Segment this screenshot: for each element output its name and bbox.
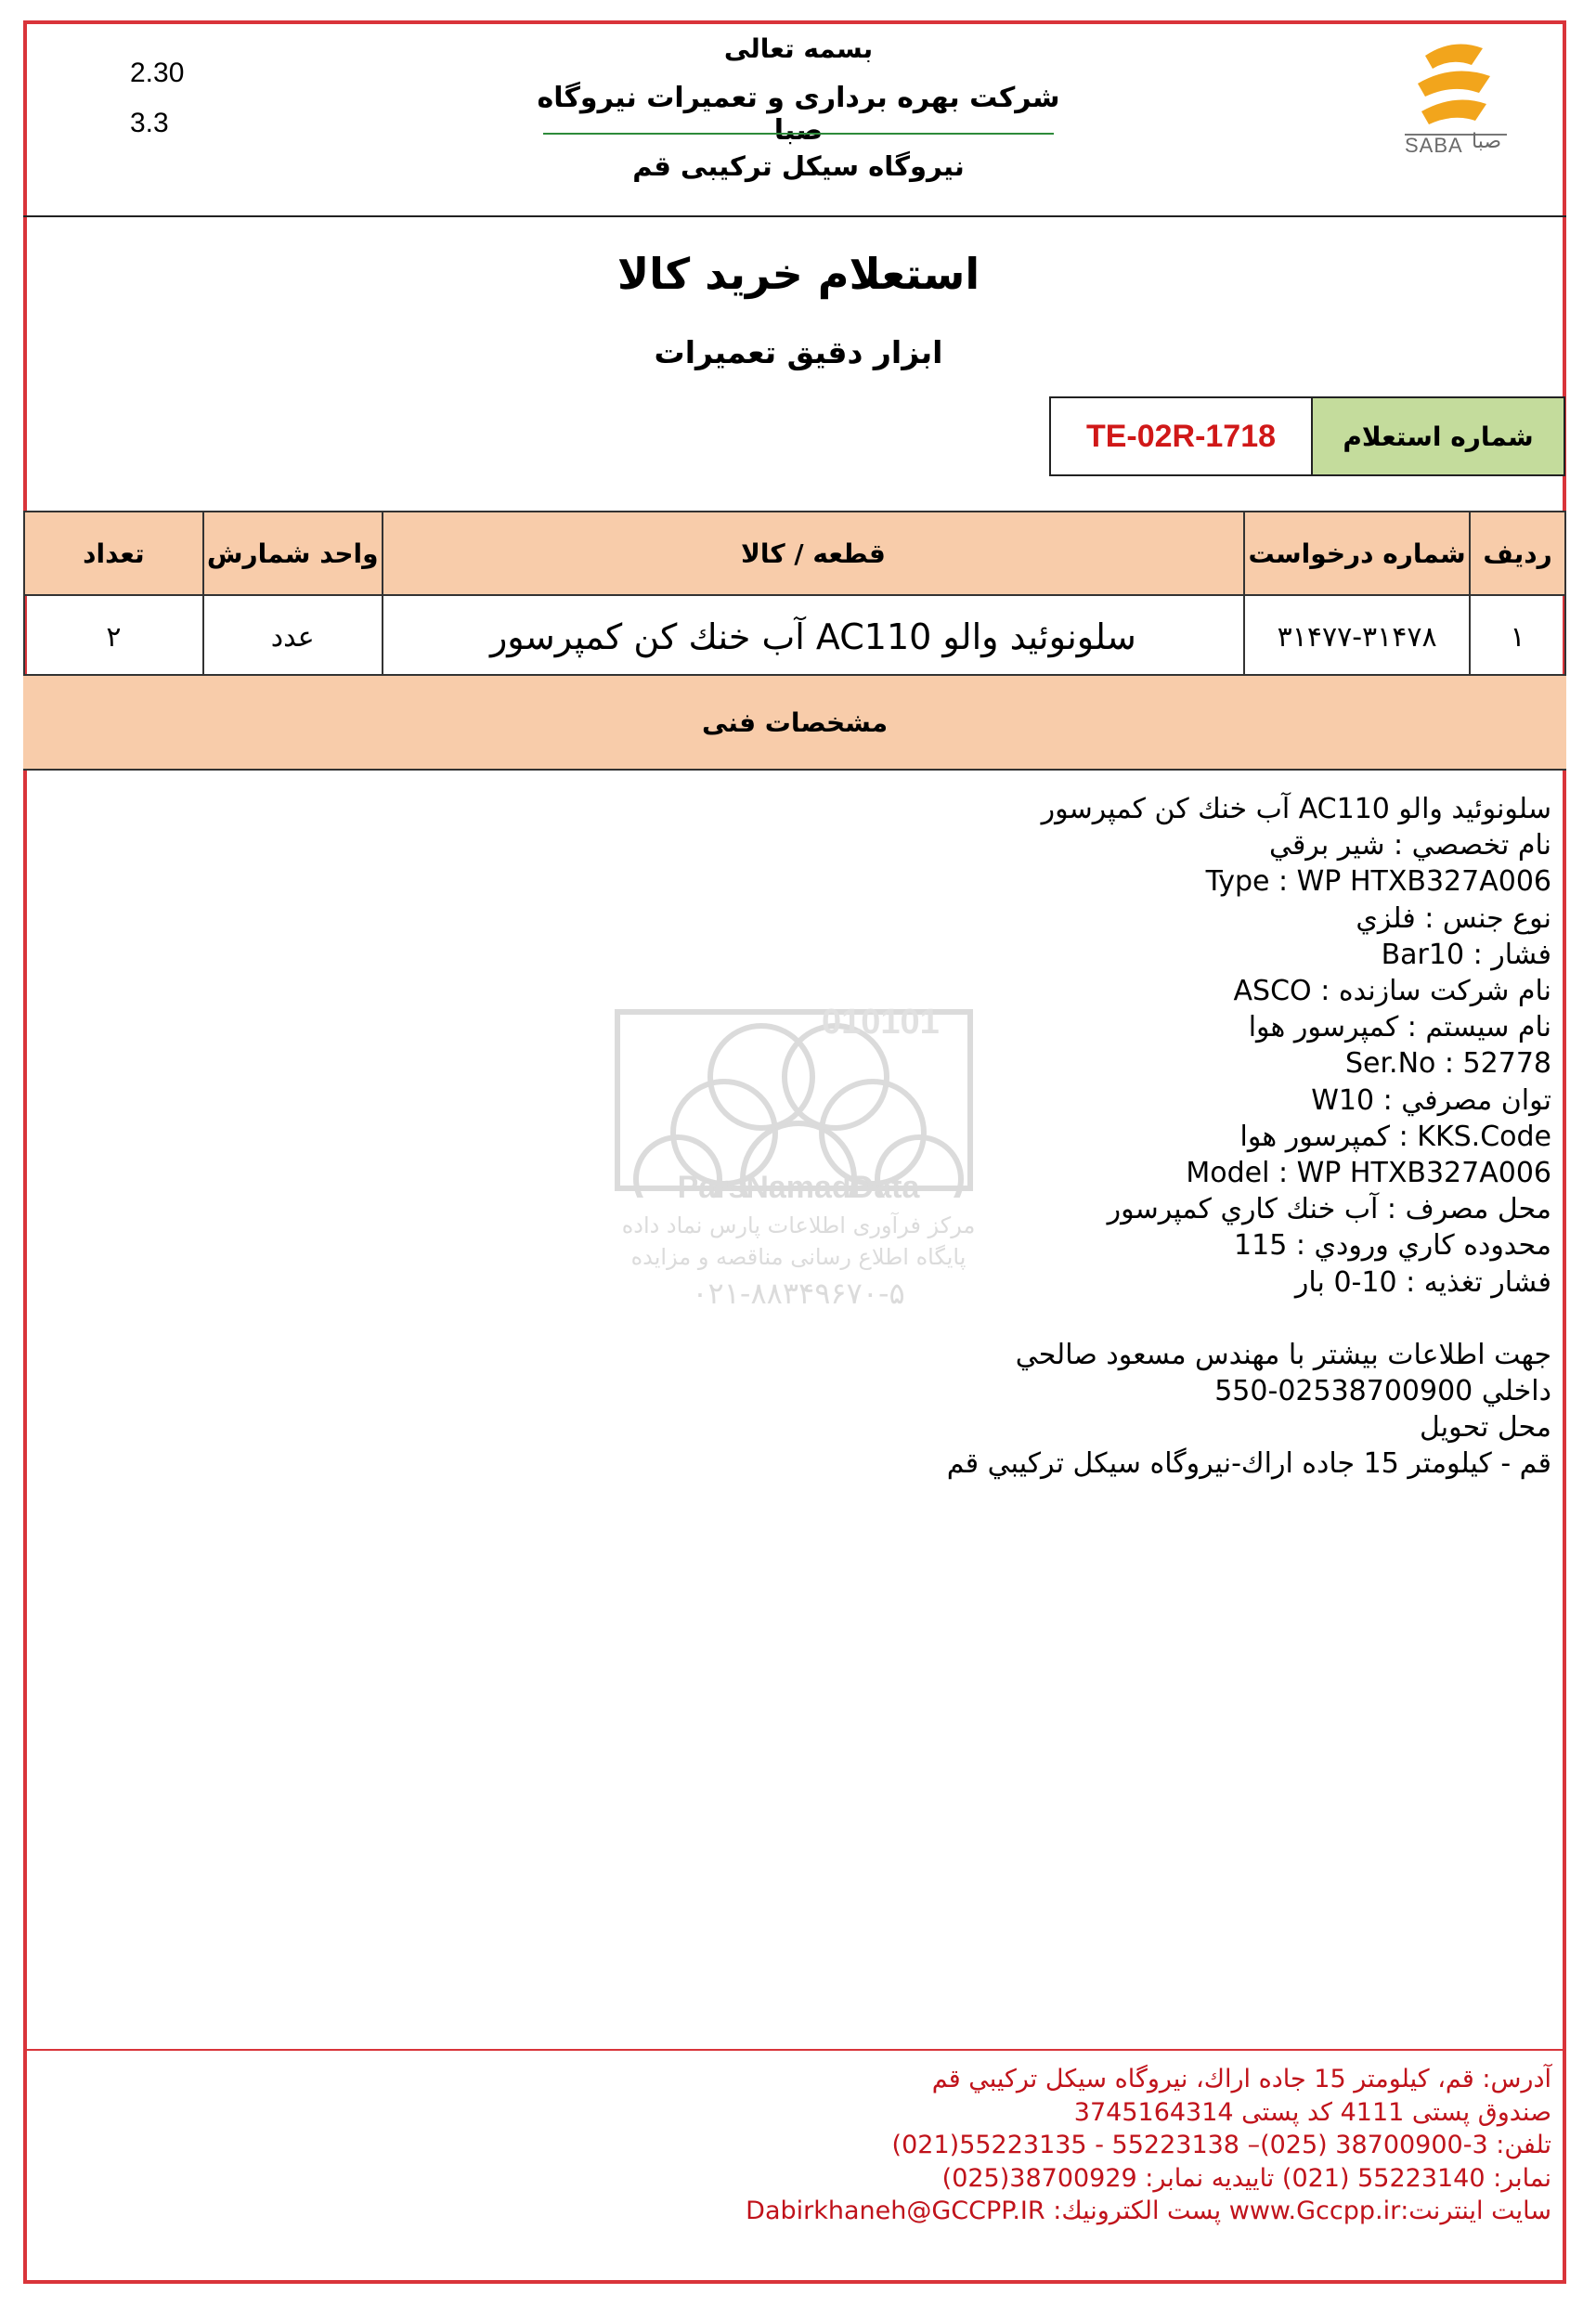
- contact-line: داخلي 02538700900-550: [1214, 1375, 1551, 1408]
- code-line-2: 3.3: [130, 108, 169, 138]
- plant-name: نیروگاه سیکل ترکیبی قم: [632, 150, 965, 182]
- spec-line: Model : WP HTXB327A006: [1186, 1157, 1551, 1190]
- header-divider: [23, 215, 1566, 217]
- spec-line: سلونوئيد والو AC110 آب خنك كن كمپرسور: [1041, 793, 1551, 825]
- header-rule: [543, 133, 1054, 135]
- cell-row-number: ۱: [1470, 595, 1565, 679]
- table-header-row: [24, 512, 1565, 595]
- inquiry-number-box: [1049, 396, 1565, 476]
- contact-line: جهت اطلاعات بيشتر با مهندس مسعود صالحي: [1015, 1338, 1551, 1371]
- spec-line: فشار تغذيه : 10-0 بار: [1294, 1265, 1551, 1299]
- spec-line: نام تخصصي : شير برقي: [1268, 829, 1551, 862]
- cell-request-number: ۳۱۴۷۷-۳۱۴۷۸: [1244, 595, 1470, 679]
- spec-line: نوع جنس : فلزي: [1356, 901, 1551, 935]
- spec-line: نام سيستم : كمپرسور هوا: [1248, 1011, 1551, 1044]
- basmala: بسمه تعالی: [723, 33, 874, 64]
- header-request-number: شماره درخواست: [1244, 512, 1470, 595]
- page-title: استعلام خرید کالا: [616, 249, 980, 299]
- header-item: قطعه / کالا: [383, 512, 1245, 595]
- contact-line: قم - كيلومتر 15 جاده اراك-نيروگاه سيكل تركيبي قم: [946, 1447, 1551, 1481]
- footer-phone: تلفن: 3-38700900 (025)– 55223138 - 55223135(021): [891, 2131, 1551, 2159]
- spec-line: فشار : Bar10: [1381, 938, 1551, 971]
- watermark-phone: ۰۲۱-۸۸۳۴۹۶۷۰-۵: [692, 1276, 905, 1311]
- items-table: [23, 511, 1566, 680]
- watermark-binary: 010101: [822, 1003, 940, 1042]
- code-line-1: 2.30: [130, 58, 185, 88]
- logo-text-fa: صبا: [1472, 130, 1502, 153]
- footer-divider: [23, 2049, 1566, 2051]
- footer-postal: صندوق پستی 4111 کد پستی 3745164314: [1073, 2097, 1551, 2127]
- watermark-line-2: پایگاه اطلاع رسانی مناقصه و مزایده: [630, 1244, 967, 1270]
- saba-logo: [1397, 37, 1513, 167]
- watermark-brand: ParsNamadData: [677, 1170, 920, 1205]
- cell-unit: عدد: [203, 595, 383, 679]
- header-row-number: ردیف: [1470, 512, 1565, 595]
- header-quantity: تعداد: [24, 512, 203, 595]
- cell-quantity: ۲: [24, 595, 203, 679]
- spec-line: Ser.No : 52778: [1344, 1047, 1551, 1081]
- spec-line: توان مصرفي : W10: [1311, 1083, 1551, 1117]
- cell-item: سلونوئید والو AC110 آب خنك كن كمپرسور: [383, 595, 1245, 679]
- inquiry-label: شماره استعلام: [1313, 398, 1564, 474]
- inquiry-number: TE-02R-1718: [1051, 398, 1313, 474]
- watermark-line-1: مرکز فرآوری اطلاعات پارس نماد داده: [621, 1212, 976, 1238]
- spec-line: نام شركت سازنده : ASCO: [1233, 975, 1551, 1008]
- footer: [252, 2063, 1551, 2228]
- company-name: شرکت بهره برداری و تعمیرات نیروگاه صبا: [537, 82, 1060, 147]
- header-unit: واحد شمارش: [203, 512, 383, 595]
- spec-line: Type : WP HTXB327A006: [1205, 865, 1551, 899]
- logo-text: SABA: [1405, 134, 1463, 157]
- page-subtitle: ابزار دقیق تعمیرات: [654, 334, 943, 370]
- specifications: [437, 791, 1551, 1483]
- spec-line: محل مصرف : آب خنك كاري كمپرسور: [1107, 1193, 1551, 1226]
- table-row: [24, 595, 1565, 679]
- footer-web-email: سایت اینترنت:www.Gccpp.ir پست الکترونیك: Dabirkhaneh@GCCPP.IR: [746, 2197, 1551, 2225]
- spec-header: مشخصات فنی: [23, 674, 1566, 771]
- top-left-codes: [130, 48, 184, 149]
- spec-line: KKS.Code : كمپرسور هوا: [1239, 1120, 1551, 1153]
- footer-address: آدرس: قم، كيلومتر 15 جاده اراك، نيروگاه سيكل تركيبي قم: [931, 2065, 1551, 2093]
- contact-line: محل تحويل: [1420, 1411, 1551, 1445]
- footer-fax: نمابر: 55223140 (021) تاییدیه نمابر: 38700929(025): [941, 2163, 1551, 2193]
- spec-line: محدوده كاري ورودي : 115: [1234, 1229, 1551, 1263]
